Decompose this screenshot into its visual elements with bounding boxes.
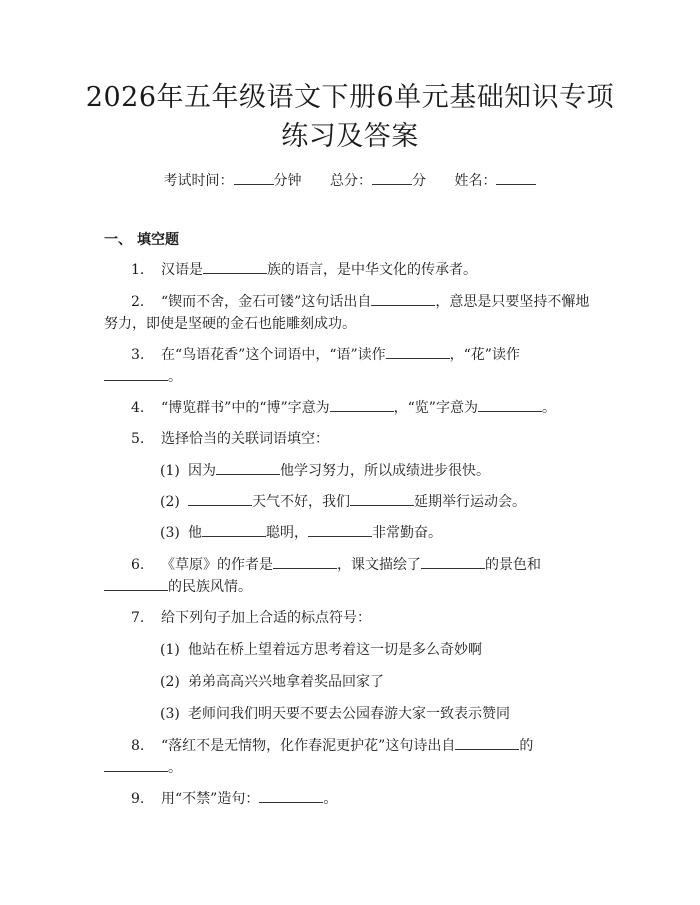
time-blank[interactable] (234, 170, 274, 185)
page-title (60, 78, 640, 156)
question-5-sub-2: (2) 天气不好，我们 延期举行运动会。 (160, 490, 526, 514)
question-3: 3. 在“鸟语花香”这个词语中，“语”读作 ，“花”读作 (131, 343, 520, 367)
answer-blank[interactable] (350, 491, 414, 506)
answer-blank[interactable] (421, 554, 485, 569)
title-line-2: 练习及答案 (281, 121, 419, 152)
question-2-line-2: 努力，即使是坚硬的金石也能雕刻成功。 (104, 316, 356, 332)
answer-blank[interactable] (104, 757, 168, 772)
question-3-line-2: 。 (104, 365, 182, 389)
question-4: 4. “博览群书”中的“博”字意为 ，“览”字意为 。 (131, 396, 556, 420)
question-8: 8. “落红不是无情物，化作春泥更护花”这句诗出自 的 (131, 734, 533, 758)
score-blank[interactable] (372, 170, 412, 185)
question-2: 2. “锲而不舍，金石可镂”这句话出自 ，意思是只要坚持不懈地 (131, 290, 589, 314)
question-6: 6. 《草原》的作者是 ，课文描绘了 的景色和 (131, 553, 541, 577)
exam-time: 考试时间： 分钟 (164, 173, 302, 189)
answer-blank[interactable] (104, 576, 168, 591)
student-name: 姓名： (454, 173, 536, 189)
answer-blank[interactable] (216, 460, 280, 475)
answer-blank[interactable] (308, 522, 372, 537)
answer-blank[interactable] (104, 366, 168, 381)
question-7: 7. 给下列句子加上合适的标点符号： (131, 610, 371, 626)
total-score: 总分： 分 (330, 173, 426, 189)
question-7-sub-1: (1) 他站在桥上望着远方思考着这一切是多么奇妙啊 (160, 642, 482, 658)
answer-blank[interactable] (273, 554, 337, 569)
question-5-sub-1: (1) 因为 他学习努力，所以成绩进步很快。 (160, 459, 490, 483)
answer-blank[interactable] (478, 397, 542, 412)
answer-blank[interactable] (386, 344, 450, 359)
question-7-sub-3: (3) 老师问我们明天要不要去公园春游大家一致表示赞同 (160, 706, 510, 722)
answer-blank[interactable] (203, 259, 267, 274)
name-blank[interactable] (496, 170, 536, 185)
question-5-sub-3: (3) 他 聪明， 非常勤奋。 (160, 521, 442, 545)
question-8-line-2: 。 (104, 756, 182, 780)
answer-blank[interactable] (259, 788, 323, 803)
exam-info (0, 170, 700, 190)
section-heading: 一、 填空题 (104, 232, 179, 248)
question-6-line-2: 的民族风情。 (104, 575, 252, 599)
answer-blank[interactable] (188, 491, 252, 506)
answer-blank[interactable] (455, 735, 519, 750)
question-1: 1. 汉语是 族的语言，是中华文化的传承者。 (131, 258, 477, 282)
answer-blank[interactable] (330, 397, 394, 412)
answer-blank[interactable] (371, 291, 435, 306)
question-9: 9. 用“不禁”造句： 。 (131, 787, 337, 811)
question-5: 5. 选择恰当的关联词语填空： (131, 431, 329, 447)
answer-blank[interactable] (202, 522, 266, 537)
question-7-sub-2: (2) 弟弟高高兴兴地拿着奖品回家了 (160, 674, 384, 690)
title-line-1: 2026年五年级语文下册6单元基础知识专项 (85, 82, 615, 113)
